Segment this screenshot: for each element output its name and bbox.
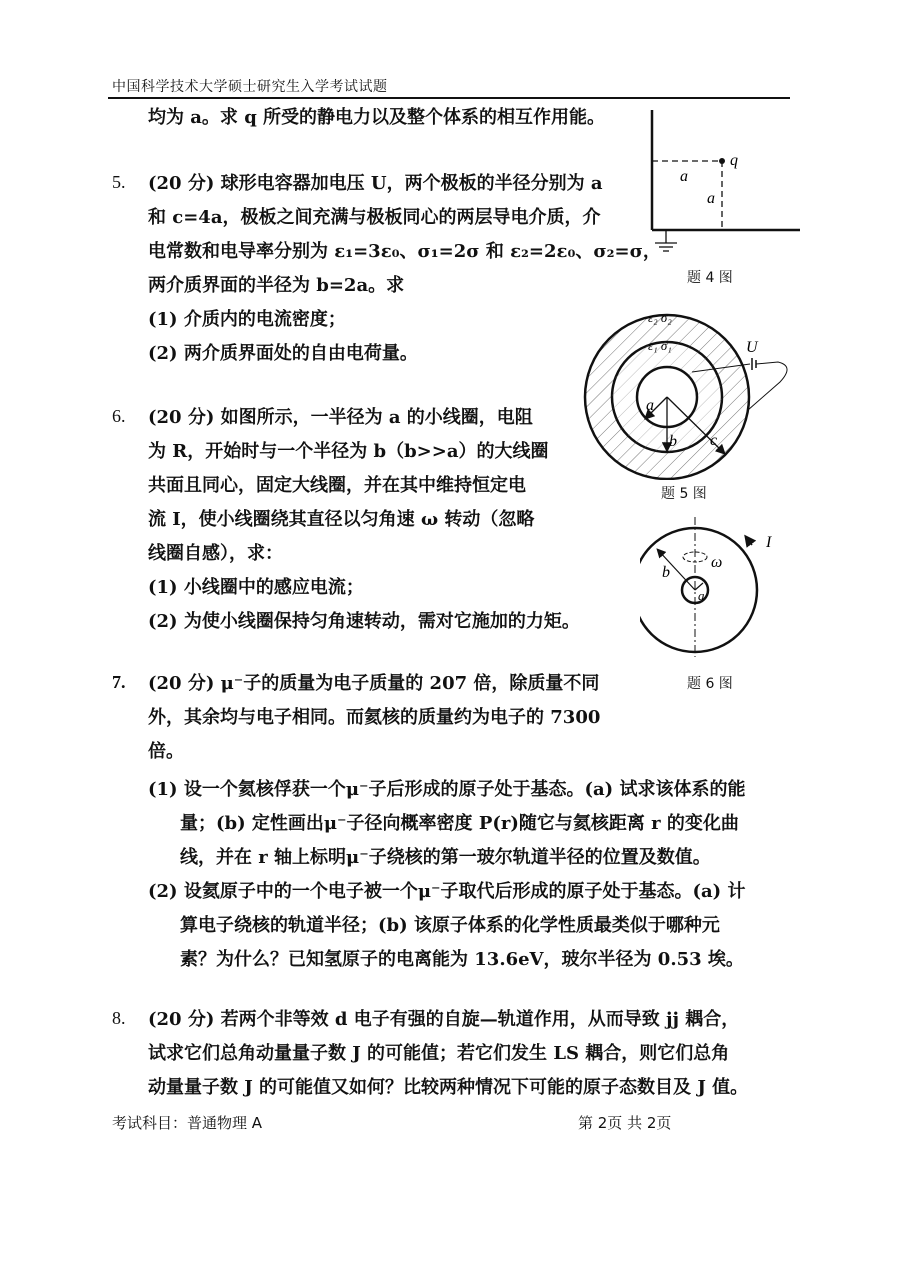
exam-header-title: 中国科学技术大学硕士研究生入学考试试题 — [112, 79, 388, 95]
q7-line: 外，其余均与电子相同。而氦核的质量约为电子的 7300 — [148, 707, 601, 728]
wire-outer — [748, 362, 787, 410]
q5-line: (20 分) 球形电容器加电压 U，两个极板的半径分别为 a — [148, 173, 603, 194]
label-I: I — [766, 534, 772, 551]
figure-5-caption: 题 5 图 — [661, 486, 707, 502]
q6-number: 6. — [112, 406, 126, 426]
dist-v-label: a — [707, 190, 715, 207]
q7-part: (2) 设氦原子中的一个电子被一个μ⁻子取代后形成的原子处于基态。(a) 计 — [148, 881, 746, 902]
label-a: a — [646, 397, 654, 414]
label-c: c — [710, 432, 718, 449]
charge-label: q — [730, 152, 738, 169]
footer-subject: 考试科目：普通物理 A — [112, 1114, 263, 1132]
dist-h-label: a — [680, 168, 688, 185]
q7-part: 线，并在 r 轴上标明μ⁻子绕核的第一玻尔轨道半径的位置及数值。 — [180, 847, 711, 868]
q6-line: 线圈自感），求： — [148, 543, 283, 564]
q5-part: (1) 介质内的电流密度； — [148, 309, 346, 330]
q6-part: (1) 小线圈中的感应电流； — [148, 577, 364, 598]
q7-number: 7. — [112, 672, 126, 692]
label-U: U — [746, 339, 758, 356]
q5-part: (2) 两介质界面处的自由电荷量。 — [148, 343, 418, 364]
q8-number: 8. — [112, 1008, 126, 1028]
label-eps1-sigma1: ε₁ σ₁ — [648, 338, 672, 353]
figure-4-diagram — [640, 105, 800, 265]
q6-line: 为 R，开始时与一个半径为 b（b>>a）的大线圈 — [148, 441, 549, 462]
label-eps2-sigma2: ε₂ σ₂ — [648, 310, 672, 325]
q8-line: 动量量子数 J 的可能值又如何？比较两种情况下可能的原子态数目及 J 值。 — [148, 1077, 749, 1098]
q7-line: (20 分) μ⁻子的质量为电子质量的 207 倍，除质量不同 — [148, 673, 600, 694]
q7-part: 算电子绕核的轨道半径；(b) 该原子体系的化学性质最类似于哪种元 — [180, 915, 720, 936]
q5-line: 电常数和电导率分别为 ε₁=3ε₀、σ₁=2σ 和 ε₂=2ε₀、σ₂=σ， — [148, 241, 661, 262]
q6-line: (20 分) 如图所示，一半径为 a 的小线圈，电阻 — [148, 407, 533, 428]
q7-part: 量；(b) 定性画出μ⁻子径向概率密度 P(r)随它与氦核距离 r 的变化曲 — [180, 813, 739, 834]
q7-part: 素？为什么？已知氢原子的电离能为 13.6eV，玻尔半径为 0.53 埃。 — [180, 949, 744, 970]
header-rule — [108, 97, 790, 99]
q5-line: 两介质界面的半径为 b=2a。求 — [148, 275, 405, 296]
label-b: b — [662, 564, 670, 581]
battery-icon — [752, 358, 756, 370]
figure-6-diagram — [640, 515, 810, 660]
q5-line: 和 c=4a，极板之间充满与极板同心的两层导电介质，介 — [148, 207, 601, 228]
figure-5-diagram — [580, 300, 810, 480]
ground-icon — [655, 230, 677, 251]
figure-4-caption: 题 4 图 — [687, 270, 733, 286]
label-omega: ω — [711, 554, 723, 571]
label-b: b — [669, 433, 677, 450]
q7-part: (1) 设一个氦核俘获一个μ⁻子后形成的原子处于基态。(a) 试求该体系的能 — [148, 779, 746, 800]
point-charge — [719, 158, 725, 164]
q6-line: 共面且同心，固定大线圈，并在其中维持恒定电 — [148, 475, 526, 496]
q8-line: 试求它们总角动量量子数 J 的可能值；若它们发生 LS 耦合，则它们总角 — [148, 1043, 730, 1064]
figure-6-caption: 题 6 图 — [687, 676, 733, 692]
q7-line: 倍。 — [148, 741, 184, 762]
current-direction-arrow — [746, 537, 752, 545]
q6-part: (2) 为使小线圈保持匀角速转动，需对它施加的力矩。 — [148, 611, 580, 632]
label-a: a — [698, 588, 705, 603]
q5-number: 5. — [112, 172, 126, 192]
footer-page-number: 第 2页 共 2页 — [578, 1114, 672, 1132]
q4-tail-text: 均为 a。求 q 所受的静电力以及整个体系的相互作用能。 — [148, 107, 606, 128]
q6-line: 流 I，使小线圈绕其直径以匀角速 ω 转动（忽略 — [148, 509, 535, 530]
q8-line: (20 分) 若两个非等效 d 电子有强的自旋—轨道作用，从而导致 jj 耦合， — [148, 1009, 740, 1030]
